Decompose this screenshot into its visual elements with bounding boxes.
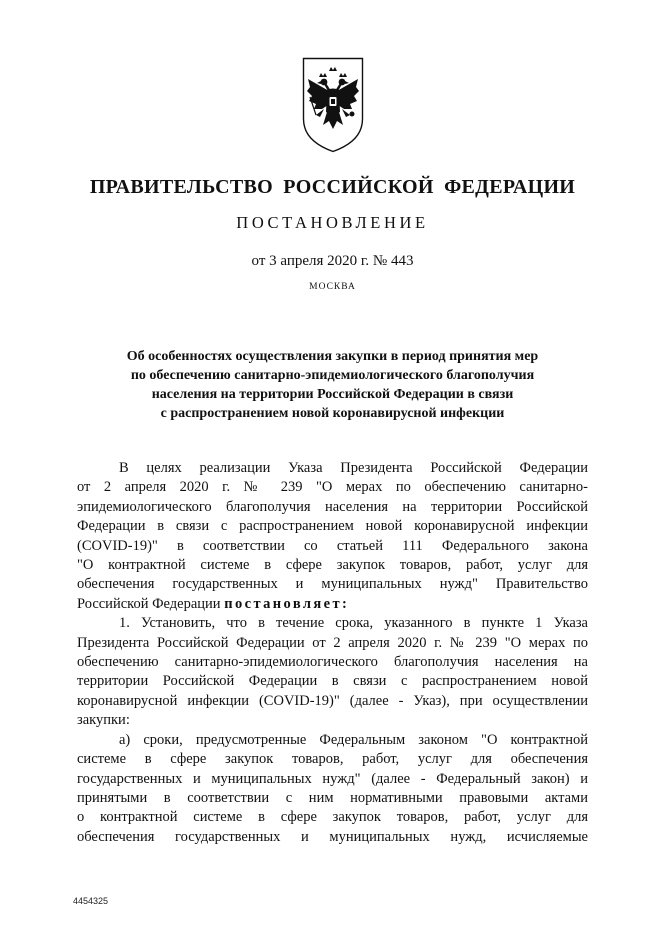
body-line: коронавирусной инфекции (COVID-19)" (далее - Указ), при осуществлении <box>77 692 588 709</box>
body-line: о контрактной системе в сфере закупок товаров, работ, услуг для <box>77 809 588 826</box>
body-line: Федерации в связи с распространением новой коронавирусной инфекции <box>77 518 588 535</box>
body-line: закупки: <box>77 712 130 729</box>
body-line: (COVID-19)" в соответствии со статьей 111 Федерального закона <box>77 537 588 554</box>
body-line: а) сроки, предусмотренные Федеральным законом "О контрактной <box>119 731 588 748</box>
body-line: обеспечения государственных и муниципальных нужд, исчисляемые <box>77 828 588 845</box>
body-line <box>77 595 588 614</box>
body-line: обеспечения государственных и муниципальных нужд" Правительство <box>77 576 588 593</box>
body-line: В целях реализации Указа Президента Российской Федерации <box>119 460 588 476</box>
document-subject <box>70 347 595 423</box>
subject-line: по обеспечению санитарно-эпидемиологического благополучия <box>130 368 535 383</box>
decree-word: постановляет: <box>224 595 350 612</box>
body-line: обеспечению санитарно-эпидемиологического благополучия населения на <box>77 654 588 671</box>
body-line: 1. Установить, что в течение срока, указанного в пункте 1 Указа <box>119 615 588 632</box>
document-body <box>77 459 588 847</box>
body-line: Президента Российской Федерации от 2 апреля 2020 г. № 239 "О мерах по <box>77 634 588 651</box>
government-title: ПРАВИТЕЛЬСТВО РОССИЙСКОЙ ФЕДЕРАЦИИ <box>89 176 576 198</box>
subject-line: с распространением новой коронавирусной инфекции <box>160 406 505 421</box>
subject-line: населения на территории Российской Федерации в связи <box>151 387 514 402</box>
document-type: ПОСТАНОВЛЕНИЕ <box>236 213 429 232</box>
body-line: эпидемиологического благополучия населения на территории Российской <box>77 498 588 515</box>
body-line: государственных и муниципальных нужд" (далее - Федеральный закон) и <box>77 770 588 787</box>
document-date-number: от 3 апреля 2020 г. № 443 <box>251 253 414 269</box>
russian-coat-of-arms-icon <box>302 57 364 153</box>
subject-line: Об особенностях осуществления закупки в период принятия мер <box>126 349 539 364</box>
body-line: "О контрактной системе в сфере закупок товаров, работ, услуг для <box>77 557 588 574</box>
body-line: принятыми в соответствии с ним нормативными правовыми актами <box>77 789 588 806</box>
body-line: от 2 апреля 2020 г. № 239 "О мерах по обеспечению санитарно- <box>77 479 588 496</box>
body-line: территории Российской Федерации в связи с распространением новой <box>77 673 588 690</box>
document-code: 4454325 <box>73 896 109 906</box>
document-city: МОСКВА <box>309 282 356 292</box>
body-line: системе в сфере закупок товаров, работ, услуг для обеспечения <box>77 751 588 768</box>
preamble-end: Российской Федерации <box>77 595 221 612</box>
